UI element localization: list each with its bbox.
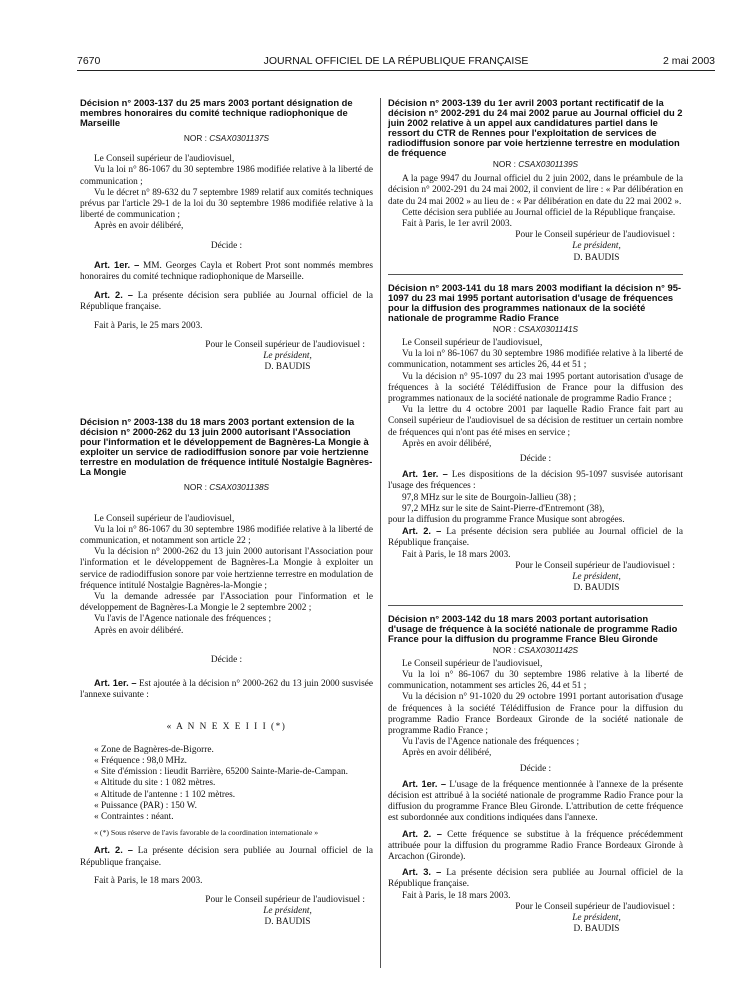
signature-title: Le président, (572, 241, 621, 252)
visa: Vu la loi n° 86-1067 du 30 septembre 1986 modifiée relative à la liberté de communication ; (80, 165, 373, 187)
visa: Vu la lettre du 4 octobre 2001 par laquelle Radio France fait part au Conseil supérieur de l'audiovisuel de sa décision de restituer un certain nombre de fréquences qui n'ont pas été mises en service ; (388, 405, 683, 438)
issue-date: 2 mai 2003 (663, 55, 715, 67)
annexe-item: « Site d'émission : lieudit Barrière, 65200 Sainte-Marie-de-Campan. (94, 767, 348, 778)
article-1 (388, 469, 683, 492)
signature-title: Le président, (263, 351, 312, 362)
decide-heading: Décide : (519, 763, 552, 774)
page-number: 7670 (77, 55, 101, 67)
fait-a-paris: Fait à Paris, le 25 mars 2003. (94, 320, 203, 331)
decision-title: Décision n° 2003-139 du 1er avril 2003 portant rectificatif de la décision n° 2002-291 du 24 mai 2002 parue au Journal officiel du 2 juin 2002 relative à un appel aux candidatures partiel dans le ressort du CTR de Rennes pour l'exploitation de services de radiodiffusion sonore par voie hertzienne terrestre en modulation de fréquence (388, 97, 683, 158)
signature-name: D. BAUDIS (573, 252, 620, 263)
visa: Vu l'avis de l'Agence nationale des fréquences ; (94, 614, 272, 625)
nor-code: CSAX0301138S (209, 482, 270, 493)
visa: Le Conseil supérieur de l'audiovisuel, (402, 658, 543, 669)
section-rule (388, 605, 683, 606)
fait-a-paris: Fait à Paris, le 1er avril 2003. (402, 219, 512, 230)
annexe-item: « Zone de Bagnères-de-Bigorre. (94, 744, 214, 755)
nor-code: CSAX0301142S (518, 644, 579, 655)
article-text: MM. Georges Cayla et Robert Prot sont nommés membres honoraires du comité technique radiophonique de Marseille. (80, 260, 373, 283)
visa: Vu le décret n° 89-632 du 7 septembre 1989 relatif aux comités techniques prévus par l'article 29-1 de la loi du 30 septembre 1986 modifiée relative à la liberté de communication ; (80, 187, 373, 221)
page-header (77, 55, 715, 69)
nor-label: NOR : (492, 644, 516, 655)
signature-for: Pour le Conseil supérieur de l'audiovisuel : (515, 560, 675, 571)
visa: Le Conseil supérieur de l'audiovisuel, (94, 154, 235, 165)
fait-a-paris: Fait à Paris, le 18 mars 2003. (402, 549, 511, 560)
nor-label: NOR : (492, 159, 516, 169)
signature-title: Le président, (263, 906, 312, 917)
signature-name: D. BAUDIS (573, 924, 620, 935)
signature-for: Pour le Conseil supérieur de l'audiovisuel : (205, 894, 365, 905)
nor-reference (388, 159, 683, 170)
header-rule (77, 70, 715, 71)
fait-a-paris: Fait à Paris, le 18 mars 2003. (94, 875, 203, 886)
article-text: La présente décision sera publiée au Journal officiel de la République française. (80, 291, 373, 313)
article-label: Art. 2. – (402, 828, 442, 839)
visa: Après en avoir délibéré, (402, 748, 492, 759)
article-text: Est ajoutée à la décision n° 2000-262 du 13 juin 2000 susvisée l'annexe suivante : (80, 679, 373, 701)
signature-block (388, 230, 683, 264)
visa: Le Conseil supérieur de l'audiovisuel, (94, 513, 235, 524)
visa: Vu l'avis de l'Agence nationale des fréquences ; (402, 737, 580, 748)
nor-label: NOR : (183, 133, 207, 143)
journal-title: JOURNAL OFFICIEL DE LA RÉPUBLIQUE FRANÇAISE (263, 55, 529, 67)
signature-title: Le président, (572, 912, 621, 923)
annexe-item: « Puissance (PAR) : 150 W. (94, 800, 197, 811)
article-3 (388, 867, 683, 890)
nor-code: CSAX0301141S (518, 323, 579, 334)
annexe-item: « Fréquence : 98,0 MHz. (94, 755, 187, 766)
signature-name: D. BAUDIS (264, 917, 311, 928)
decision-2003-139 (388, 98, 683, 264)
decision-title: Décision n° 2003-137 du 25 mars 2003 portant désignation de membres honoraires du comité technique radiophonique de Marseille (80, 97, 353, 128)
signature-block (80, 895, 373, 929)
article-1 (388, 779, 683, 825)
decide-heading: Décide : (210, 654, 243, 665)
article-text: La présente décision sera publiée au Journal officiel de la République française. (388, 868, 683, 890)
annexe-item: « Contraintes : néant. (94, 811, 174, 822)
visa: Après en avoir délibéré. (94, 625, 184, 636)
article-label: Art. 2. – (402, 526, 442, 537)
decision-title: Décision n° 2003-142 du 18 mars 2003 portant autorisation d'usage de fréquence à la société nationale de programme Radio France pour la diffusion du programme France Bleu Gironde (388, 612, 678, 644)
body-paragraph: A la page 9947 du Journal officiel du 2 juin 2002, dans le préambule de la décision n° 2002-291 du 24 mai 2002, il convient de lire : « Par délibération en date du 24 mai 2002 » au lieu de : « Par délibération en date du 22 mai 2002 ». (388, 174, 683, 207)
article-label: Art. 1er. – (402, 469, 448, 480)
article-label: Art. 1er. – (94, 678, 137, 689)
article-text: La présente décision sera publiée au Journal officiel de la République française. (80, 846, 373, 868)
annexe-footnote: « (*) Sous réserve de l'avis favorable de la coordination internationale » (94, 828, 319, 838)
article-label: Art. 2. – (94, 845, 133, 856)
fait-a-paris: Fait à Paris, le 18 mars 2003. (402, 890, 511, 901)
visa: Vu la demande adressée par l'Association pour l'information et le développement de Bagnères-La Mongie le 2 septembre 2002 ; (80, 592, 373, 614)
signature-for: Pour le Conseil supérieur de l'audiovisuel : (205, 339, 365, 350)
section-rule (388, 274, 683, 275)
article-label: Art. 1er. – (402, 778, 447, 789)
signature-for: Pour le Conseil supérieur de l'audiovisuel : (515, 230, 675, 241)
visa: Vu la loi n° 86-1067 du 30 septembre 1986 relative à la liberté de communication, notamment ses articles 26, 44 et 51 ; (388, 669, 683, 692)
signature-block (388, 561, 683, 595)
visa: Vu la décision n° 91-1020 du 29 octobre 1991 portant autorisation d'usage de fréquences à la société Télédiffusion de France pour la diffusion du programme Radio France Bordeaux Gironde de la société nationale de programme Radio France ; (388, 692, 683, 736)
article-2 (80, 845, 373, 868)
article-label: Art. 1er. – (94, 259, 140, 270)
frequency-item: 97,2 MHz sur le site de Saint-Pierre-d'Entremont (38), (402, 503, 605, 514)
article-text: L'usage de la fréquence mentionnée à l'annexe de la présente décision est attribué à la société nationale de programme Radio France pour la diffusion du programme France Bleu Gironde. L'attribution de cette fréquence est subordonnée aux conditions indiquées dans l'annexe. (388, 779, 683, 824)
visa: Vu la décision n° 95-1097 du 23 mai 1995 portant autorisation d'usage de fréquences à la société Télédiffusion de France pour la diffusion des programmes nationaux de la société nationale de programme Radio France ; (388, 371, 683, 405)
nor-code: CSAX0301139S (518, 159, 579, 169)
decision-title: Décision n° 2003-138 du 18 mars 2003 portant extension de la décision n° 2000-262 du 13 juin 2000 autorisant l'Association pour l'information et le développement de Bagnères-La Mongie à exploiter un service de radiodiffusion sonore par voie hertzienne terrestre en modulation de fréquence intitulé Nostalgie Bagnères-La Mongie (80, 416, 373, 478)
signature-block (388, 902, 683, 936)
visa: Après en avoir délibéré, (402, 438, 492, 449)
article-2 (388, 526, 683, 549)
decision-2003-142 (388, 614, 683, 936)
visa: Le Conseil supérieur de l'audiovisuel, (402, 338, 543, 349)
visa: Vu la loi n° 86-1067 du 30 septembre 1986 modifiée relative à la liberté de communication, et notamment son article 22 ; (80, 524, 373, 547)
nor-label: NOR : (492, 323, 516, 334)
visa: Vu la décision n° 2000-262 du 13 juin 2000 autorisant l'Association pour l'information et le développement de Bagnères-La Mongie à exploiter un service de radiodiffusion sonore par voie hertzienne terrestre en modulation de fréquence intitulé Nostalgie Bagnères-la-Mongie ; (80, 547, 373, 591)
nor-label: NOR : (183, 482, 207, 493)
signature-block (80, 340, 373, 374)
nor-reference (80, 133, 373, 144)
decision-2003-138 (80, 417, 373, 928)
article-2 (388, 829, 683, 864)
left-column (80, 98, 373, 929)
signature-title: Le président, (572, 572, 621, 583)
decide-heading: Décide : (519, 454, 552, 465)
nor-reference (388, 645, 683, 656)
article-text: Les dispositions de la décision 95-1097 susvisée autorisant l'usage des fréquences : (388, 470, 683, 492)
decision-2003-137 (80, 98, 373, 373)
article-text: Cette fréquence se substitue à la fréquence précédemment attribuée pour la diffusion du programme Radio France Bordeaux Gironde à Arcachon (Gironde). (388, 829, 684, 862)
annexe-heading: « A N N E X E I I I (*) (166, 721, 287, 732)
article-1 (80, 678, 373, 701)
visa: Après en avoir délibéré, (94, 221, 184, 232)
signature-for: Pour le Conseil supérieur de l'audiovisuel : (515, 901, 675, 912)
column-divider (380, 98, 381, 968)
decision-title: Décision n° 2003-141 du 18 mars 2003 modifiant la décision n° 95-1097 du 23 mai 1995 portant autorisation d'usage de fréquences pour la diffusion des programmes nationaux de la société nationale de programme Radio France (388, 281, 682, 323)
article-text: La présente décision sera publiée au Journal officiel de la République française. (388, 527, 683, 549)
annexe-item: « Altitude du site : 1 082 mètres. (94, 778, 216, 789)
nor-code: CSAX0301137S (209, 133, 270, 143)
nor-reference (80, 482, 373, 493)
body-paragraph: Cette décision sera publiée au Journal officiel de la République française. (402, 207, 676, 218)
signature-name: D. BAUDIS (264, 362, 311, 373)
article-1-end: pour la diffusion du programme France Musique sont abrogées. (388, 515, 625, 526)
frequency-item: 97,8 MHz sur le site de Bourgoin-Jallieu (38) ; (402, 492, 577, 503)
right-column (388, 98, 683, 935)
signature-name: D. BAUDIS (573, 583, 620, 594)
article-label: Art. 3. – (402, 867, 442, 878)
nor-reference (388, 324, 683, 335)
article-label: Art. 2. – (94, 290, 133, 301)
annexe-item: « Altitude de l'antenne : 1 102 mètres. (94, 789, 236, 800)
visa: Vu la loi n° 86-1067 du 30 septembre 1986 modifiée relative à la liberté de communication, notamment ses articles 26, 44 et 51 ; (388, 349, 683, 371)
decide-heading: Décide : (210, 240, 243, 251)
article-1 (80, 260, 373, 283)
decision-2003-141 (388, 283, 683, 595)
article-2 (80, 290, 373, 313)
